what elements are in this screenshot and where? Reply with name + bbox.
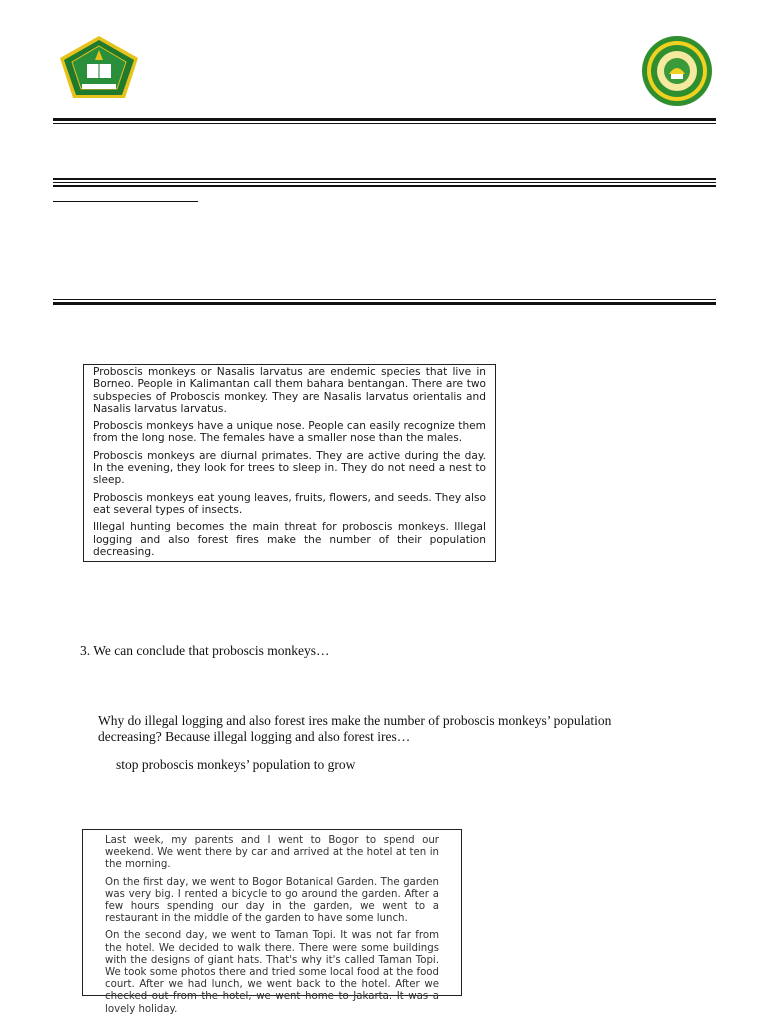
passage1-paragraph: Proboscis monkeys eat young leaves, fruits, flowers, and seeds. They also eat several types of insects. (93, 491, 486, 516)
divider-rule-2-thin (53, 299, 716, 300)
school-seal-icon (638, 34, 716, 108)
passage1-paragraph: Proboscis monkeys have a unique nose. People can easily recognize them from the long nose. The females have a smaller nose than the males. (93, 420, 486, 445)
divider-rule-1 (53, 178, 716, 180)
header-rule-top-thin (53, 123, 716, 124)
divider-rule-2 (53, 302, 716, 305)
answer-option: stop proboscis monkeys’ population to grow (116, 757, 356, 772)
header-rule-top (53, 118, 716, 121)
question-why-line-2: decreasing? Because illegal logging and also forest ires… (98, 729, 411, 744)
passage1-paragraph: Proboscis monkeys are diurnal primates. They are active during the day. In the evening, they look for trees to sleep in. They do not need a nest to sleep. (93, 449, 486, 487)
passage1-paragraph: Proboscis monkeys or Nasalis larvatus are endemic species that live in Borneo. People in Kalimantan call them bahara bentangan. There are two subspecies of Proboscis monkey. They are Nasalis larvatus orientalis and Nasalis larvatus larvatus. (93, 366, 486, 415)
question-why-line-1: Why do illegal logging and also forest ires make the number of proboscis monkeys’ population (98, 713, 612, 728)
ministry-emblem-icon (58, 34, 140, 100)
divider-rule-1-b (53, 185, 716, 187)
passage2-paragraph: On the second day, we went to Taman Topi. It was not far from the hotel. We decided to walk there. There were some buildings with the designs of giant hats. That's why it's called Taman Topi. We took some photos there and tried some local food at the food court. After we had lunch, we went back to the hotel. After we checked out from the hotel, we went home to Jakarta. It was a lovely holiday. (105, 930, 439, 1015)
passage2-paragraph: Last week, my parents and I went to Bogor to spend our weekend. We went there by car and arrived at the hotel at ten in the morning. (105, 835, 439, 871)
name-underline (53, 201, 198, 202)
question-3: 3. We can conclude that proboscis monkeys… (80, 643, 330, 658)
passage2-paragraph: On the first day, we went to Bogor Botanical Garden. The garden was very big. I rented a bicycle to go around the garden. After a few hours spending our day in the garden, we went to a restaurant in the middle of the garden to have some lunch. (105, 876, 439, 925)
reading-passage-2 (82, 829, 462, 1015)
passage1-paragraph: Illegal hunting becomes the main threat for proboscis monkeys. Illegal logging and also forest fires make the number of their population decreasing. (93, 521, 486, 558)
divider-rule-1-thin (53, 182, 716, 183)
reading-passage-1 (83, 364, 496, 562)
